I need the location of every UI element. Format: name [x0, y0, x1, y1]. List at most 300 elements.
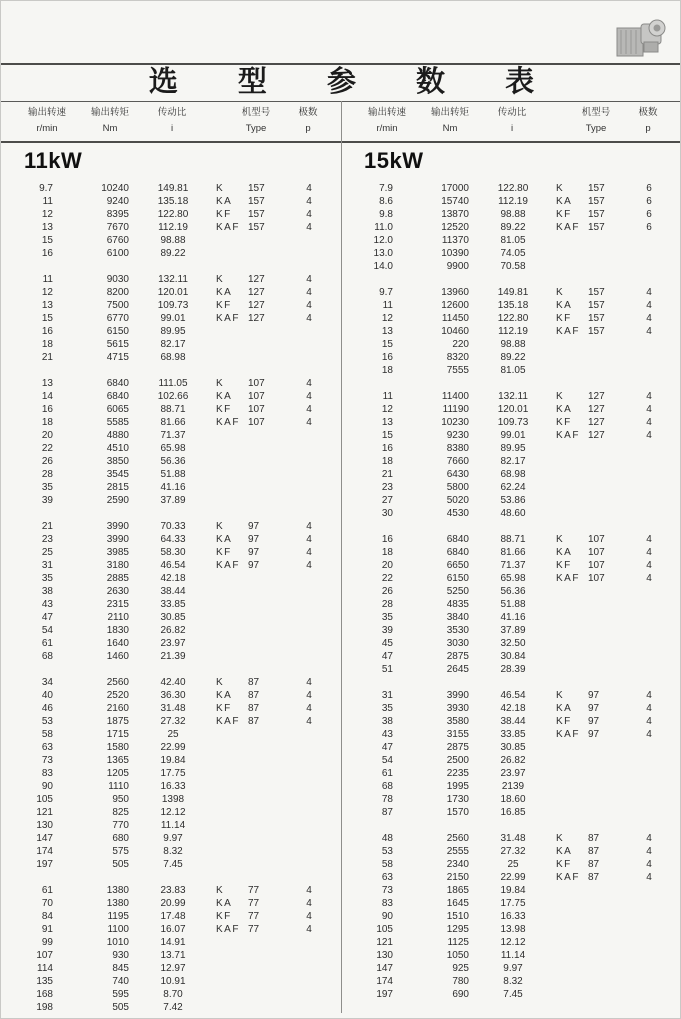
poles-cell: [294, 442, 324, 455]
rpm-cell: 54: [381, 755, 393, 766]
type-size-cell: 97: [588, 729, 600, 740]
torque-cell: 1645: [446, 898, 469, 909]
type-size-cell: [588, 754, 618, 767]
type-size-cell: [248, 962, 278, 975]
poles-cell: 4: [306, 391, 312, 402]
ratio-cell: 19.84: [160, 755, 186, 766]
header-cn: 输出转矩: [90, 107, 129, 118]
type-size-cell: [588, 975, 618, 988]
ratio-cell: 112.19: [498, 326, 528, 337]
ratio-cell: 111.05: [158, 378, 188, 389]
poles-cell: [634, 351, 664, 364]
torque-cell: 4715: [106, 352, 129, 363]
ratio-cell: 120.01: [157, 287, 189, 298]
torque-cell: 11400: [441, 391, 469, 402]
torque-cell: 2560: [106, 677, 129, 688]
type-prefix-cell: K: [216, 183, 225, 194]
type-prefix-cell: [556, 936, 588, 949]
table-row: [341, 195, 681, 208]
type-size-cell: 127: [588, 391, 605, 402]
rpm-cell: 130: [376, 950, 393, 961]
type-size-cell: [248, 247, 278, 260]
type-prefix-cell: [216, 468, 248, 481]
ratio-cell: 98.88: [160, 235, 186, 246]
table-row: [341, 871, 681, 884]
header-cn: 输出转速: [367, 107, 406, 118]
torque-cell: 6150: [446, 573, 469, 584]
rpm-cell: 114: [37, 963, 53, 974]
ratio-cell: 23.83: [160, 885, 186, 896]
rpm-cell: 21: [381, 469, 393, 480]
poles-cell: 4: [306, 911, 312, 922]
rpm-cell: 63: [41, 742, 53, 753]
torque-cell: 9900: [446, 261, 469, 272]
rpm-cell: 28: [41, 469, 53, 480]
ratio-cell: 21.39: [160, 651, 186, 662]
ratio-cell: 65.98: [500, 573, 526, 584]
table-row: [341, 390, 681, 403]
poles-cell: [634, 338, 664, 351]
ratio-cell: 122.80: [157, 209, 189, 220]
ratio-cell: 17.75: [160, 768, 186, 779]
type-size-cell: 157: [248, 209, 265, 220]
table-row: [341, 897, 681, 910]
torque-cell: 6100: [106, 248, 129, 259]
rpm-cell: 90: [41, 781, 53, 792]
torque-cell: 10230: [441, 417, 469, 428]
table-row: [1, 351, 341, 364]
ratio-cell: 62.24: [500, 482, 526, 493]
torque-cell: 1125: [447, 937, 469, 948]
type-size-cell: [588, 910, 618, 923]
type-size-cell: [588, 598, 618, 611]
poles-cell: [634, 936, 664, 949]
rpm-cell: 39: [381, 625, 393, 636]
type-size-cell: [248, 585, 278, 598]
ratio-cell: 31.48: [500, 833, 526, 844]
type-prefix-cell: K: [556, 833, 565, 844]
page-title-text: 选 型 参 数 表: [148, 66, 561, 98]
torque-cell: 6760: [106, 235, 129, 246]
torque-cell: 4510: [106, 443, 129, 454]
type-size-cell: 97: [248, 534, 260, 545]
type-prefix-cell: [556, 364, 588, 377]
table-row: [1, 845, 341, 858]
torque-cell: 1640: [106, 638, 129, 649]
ratio-cell: 81.05: [500, 235, 526, 246]
header-cn: 极数: [298, 107, 318, 118]
rpm-cell: 16: [41, 404, 53, 415]
rpm-cell: 13: [41, 378, 53, 389]
type-prefix-cell: [216, 962, 248, 975]
type-prefix-cell: KA: [216, 196, 233, 207]
type-size-cell: 127: [588, 417, 605, 428]
ratio-cell: 8.32: [503, 976, 523, 987]
rpm-cell: 31: [381, 690, 393, 701]
poles-cell: 6: [646, 209, 652, 220]
table-row: [341, 962, 681, 975]
type-size-cell: [248, 845, 278, 858]
table-row: [1, 936, 341, 949]
poles-cell: 4: [306, 300, 312, 311]
torque-cell: 6430: [446, 469, 469, 480]
type-prefix-cell: [216, 819, 248, 832]
torque-cell: 950: [112, 794, 129, 805]
torque-cell: 4835: [446, 599, 469, 610]
type-prefix-cell: KF: [216, 911, 232, 922]
table-row: [1, 221, 341, 234]
poles-cell: 4: [646, 326, 652, 337]
type-prefix-cell: KA: [556, 196, 573, 207]
ratio-cell: 46.54: [160, 560, 186, 571]
rpm-cell: 73: [41, 755, 53, 766]
torque-cell: 2520: [106, 690, 129, 701]
poles-cell: 4: [646, 716, 652, 727]
power-section: [341, 143, 681, 1014]
rpm-cell: 11: [382, 391, 393, 402]
ratio-cell: 53.86: [500, 495, 526, 506]
ratio-cell: 30.85: [160, 612, 186, 623]
rpm-cell: 35: [381, 612, 393, 623]
rpm-cell: 91: [41, 924, 53, 935]
header-unit: Type: [585, 123, 607, 134]
rpm-cell: 83: [41, 768, 53, 779]
poles-cell: [634, 637, 664, 650]
table-row: [341, 286, 681, 299]
table-row: [341, 611, 681, 624]
ratio-cell: 17.75: [500, 898, 526, 909]
ratio-cell: 149.81: [497, 287, 529, 298]
table-row: [1, 702, 341, 715]
gear-size-group: [1, 884, 341, 1014]
type-prefix-cell: [556, 260, 588, 273]
type-prefix-cell: KAF: [216, 716, 240, 727]
ratio-cell: 25: [167, 729, 179, 740]
rpm-cell: 23: [381, 482, 393, 493]
torque-cell: 1380: [106, 898, 129, 909]
header-type: [222, 105, 290, 137]
ratio-cell: 120.01: [497, 404, 529, 415]
type-size-cell: 97: [248, 560, 260, 571]
ratio-cell: 38.44: [500, 716, 526, 727]
ratio-cell: 99.01: [500, 430, 526, 441]
poles-cell: [634, 494, 664, 507]
type-size-cell: [248, 338, 278, 351]
torque-cell: 1380: [106, 885, 129, 896]
rpm-cell: 40: [41, 690, 53, 701]
torque-cell: 6150: [106, 326, 129, 337]
ratio-cell: 10.91: [160, 976, 186, 987]
type-prefix-cell: [556, 338, 588, 351]
table-row: [341, 312, 681, 325]
type-prefix-cell: [216, 767, 248, 780]
torque-cell: 7670: [106, 222, 129, 233]
type-size-cell: 157: [588, 300, 605, 311]
type-size-cell: 87: [248, 703, 260, 714]
type-prefix-cell: [216, 858, 248, 871]
table-row: [341, 260, 681, 273]
type-prefix-cell: [216, 845, 248, 858]
rpm-cell: 20: [41, 430, 53, 441]
type-size-cell: [248, 611, 278, 624]
poles-cell: [634, 806, 664, 819]
torque-cell: 5020: [446, 495, 469, 506]
poles-cell: [294, 455, 324, 468]
type-prefix-cell: KA: [216, 391, 233, 402]
rpm-cell: 11.0: [374, 222, 393, 233]
type-prefix-cell: [556, 494, 588, 507]
torque-cell: 595: [112, 989, 129, 1000]
ratio-cell: 132.11: [498, 391, 528, 402]
torque-cell: 780: [452, 976, 469, 987]
rpm-cell: 16: [381, 443, 393, 454]
table-row: [341, 546, 681, 559]
ratio-cell: 46.54: [500, 690, 526, 701]
poles-cell: [634, 910, 664, 923]
torque-cell: 3545: [106, 469, 129, 480]
type-size-cell: [248, 819, 278, 832]
rpm-cell: 15: [41, 235, 53, 246]
rpm-cell: 9.7: [39, 183, 53, 194]
type-prefix-cell: [216, 793, 248, 806]
poles-cell: [294, 585, 324, 598]
torque-cell: 13870: [441, 209, 469, 220]
torque-cell: 2815: [106, 482, 129, 493]
rpm-cell: 22: [41, 443, 53, 454]
type-prefix-cell: [556, 806, 588, 819]
type-prefix-cell: [216, 650, 248, 663]
type-size-cell: 107: [248, 417, 265, 428]
type-prefix-cell: [556, 637, 588, 650]
type-size-cell: [588, 494, 618, 507]
torque-cell: 6650: [446, 560, 469, 571]
rpm-cell: 11: [42, 274, 53, 285]
type-prefix-cell: K: [556, 534, 565, 545]
type-prefix-cell: KAF: [216, 924, 240, 935]
rpm-cell: 198: [36, 1002, 53, 1013]
table-row: [1, 819, 341, 832]
gear-size-group: [1, 182, 341, 260]
type-size-cell: 87: [588, 859, 600, 870]
type-prefix-cell: [556, 507, 588, 520]
type-prefix-cell: KAF: [556, 729, 580, 740]
ratio-cell: 81.05: [500, 365, 526, 376]
ratio-cell: 12.12: [160, 807, 186, 818]
table-row: [341, 494, 681, 507]
type-size-cell: [248, 572, 278, 585]
gear-size-group: [341, 689, 681, 819]
ratio-cell: 112.19: [158, 222, 188, 233]
poles-cell: [294, 468, 324, 481]
type-prefix-cell: KF: [216, 209, 232, 220]
ratio-cell: 65.98: [160, 443, 186, 454]
type-prefix-cell: [216, 754, 248, 767]
power-section: [1, 143, 341, 1019]
type-prefix-cell: [216, 442, 248, 455]
type-size-cell: [588, 988, 618, 1001]
table-row: [341, 936, 681, 949]
torque-cell: 2560: [446, 833, 469, 844]
poles-cell: [294, 611, 324, 624]
torque-cell: 7500: [106, 300, 129, 311]
table-row: [1, 377, 341, 390]
ratio-cell: 56.36: [500, 586, 526, 597]
rpm-cell: 168: [36, 989, 53, 1000]
gear-size-group: [341, 182, 681, 273]
type-size-cell: [248, 650, 278, 663]
rpm-cell: 35: [41, 573, 53, 584]
type-prefix-cell: [556, 650, 588, 663]
type-prefix-cell: [556, 351, 588, 364]
ratio-cell: 19.84: [500, 885, 526, 896]
rpm-cell: 30: [381, 508, 393, 519]
ratio-cell: 9.97: [163, 833, 183, 844]
header-unit: r/min: [376, 123, 398, 134]
ratio-cell: 12.12: [500, 937, 526, 948]
table-row: [1, 442, 341, 455]
ratio-cell: 81.66: [500, 547, 526, 558]
ratio-cell: 18.60: [500, 794, 526, 805]
type-prefix-cell: [216, 780, 248, 793]
torque-cell: 2875: [446, 651, 469, 662]
table-row: [341, 949, 681, 962]
type-prefix-cell: [216, 338, 248, 351]
type-size-cell: 77: [248, 885, 260, 896]
poles-cell: 4: [306, 898, 312, 909]
poles-cell: 4: [306, 404, 312, 415]
type-prefix-cell: [216, 598, 248, 611]
poles-cell: [634, 767, 664, 780]
rpm-cell: 53: [381, 846, 393, 857]
poles-cell: [294, 1001, 324, 1014]
type-prefix-cell: KF: [556, 716, 572, 727]
ratio-cell: 11.14: [500, 950, 526, 961]
type-prefix-cell: KAF: [556, 872, 580, 883]
type-prefix-cell: [556, 988, 588, 1001]
type-prefix-cell: [216, 936, 248, 949]
table-row: [1, 858, 341, 871]
rpm-cell: 22: [381, 573, 393, 584]
poles-cell: [294, 598, 324, 611]
type-size-cell: 87: [248, 716, 260, 727]
rpm-cell: 84: [41, 911, 53, 922]
rpm-cell: 174: [36, 846, 53, 857]
poles-cell: 4: [306, 885, 312, 896]
torque-cell: 2235: [446, 768, 469, 779]
type-size-cell: 107: [248, 391, 265, 402]
ratio-cell: 89.22: [500, 352, 526, 363]
rpm-cell: 16: [381, 352, 393, 363]
poles-cell: [634, 455, 664, 468]
type-prefix-cell: KF: [556, 209, 572, 220]
torque-cell: 9230: [446, 430, 469, 441]
type-size-cell: 157: [588, 209, 605, 220]
table-row: [341, 442, 681, 455]
torque-cell: 2630: [106, 586, 129, 597]
table-row: [341, 663, 681, 676]
poles-cell: [634, 481, 664, 494]
torque-cell: 6770: [106, 313, 129, 324]
rpm-cell: 47: [41, 612, 53, 623]
table-row: [1, 780, 341, 793]
header-unit: i: [510, 123, 514, 134]
type-prefix-cell: [556, 663, 588, 676]
rpm-cell: 11: [42, 196, 53, 207]
rpm-cell: 105: [376, 924, 393, 935]
rpm-cell: 25: [41, 547, 53, 558]
table-row: [1, 754, 341, 767]
table-row: [1, 650, 341, 663]
table-row: [1, 572, 341, 585]
poles-cell: [634, 364, 664, 377]
type-size-cell: 77: [248, 911, 260, 922]
table-row: [1, 728, 341, 741]
type-prefix-cell: K: [216, 378, 225, 389]
type-prefix-cell: [556, 793, 588, 806]
table-row: [341, 923, 681, 936]
type-size-cell: [588, 741, 618, 754]
rpm-cell: 61: [41, 885, 53, 896]
poles-cell: [294, 754, 324, 767]
table-row: [1, 923, 341, 936]
rpm-cell: 18: [41, 417, 53, 428]
ratio-cell: 23.97: [500, 768, 526, 779]
poles-cell: [634, 598, 664, 611]
type-size-cell: [588, 780, 618, 793]
rpm-cell: 15: [381, 430, 393, 441]
type-size-cell: 157: [248, 222, 265, 233]
type-prefix-cell: [216, 806, 248, 819]
table-row: [341, 234, 681, 247]
gear-size-group: [341, 390, 681, 520]
rpm-cell: 197: [36, 859, 53, 870]
poles-cell: [634, 507, 664, 520]
rpm-cell: 12: [41, 287, 53, 298]
type-prefix-cell: [216, 572, 248, 585]
type-size-cell: 157: [248, 183, 265, 194]
rpm-cell: 90: [381, 911, 393, 922]
table-row: [341, 572, 681, 585]
type-prefix-cell: [556, 455, 588, 468]
ratio-cell: 27.32: [500, 846, 526, 857]
ratio-cell: 149.81: [157, 183, 189, 194]
poles-cell: [294, 637, 324, 650]
poles-cell: [634, 793, 664, 806]
rpm-cell: 83: [381, 898, 393, 909]
table-row: [341, 975, 681, 988]
table-row: [341, 507, 681, 520]
type-prefix-cell: KAF: [216, 560, 240, 571]
rpm-cell: 38: [41, 586, 53, 597]
type-prefix-cell: [216, 494, 248, 507]
rpm-cell: 13: [41, 222, 53, 233]
type-prefix-cell: [216, 949, 248, 962]
type-prefix-cell: [556, 884, 588, 897]
header-unit: Nm: [102, 123, 118, 134]
torque-cell: 1730: [446, 794, 469, 805]
rpm-cell: 53: [41, 716, 53, 727]
torque-cell: 1100: [107, 924, 129, 935]
ratio-cell: 109.73: [157, 300, 189, 311]
header-cn: 极数: [638, 107, 658, 118]
table-row: [1, 234, 341, 247]
poles-cell: 4: [646, 846, 652, 857]
rpm-cell: 105: [36, 794, 53, 805]
table-row: [1, 1001, 341, 1014]
type-prefix-cell: K: [216, 274, 225, 285]
poles-cell: [294, 936, 324, 949]
table-row: [1, 546, 341, 559]
